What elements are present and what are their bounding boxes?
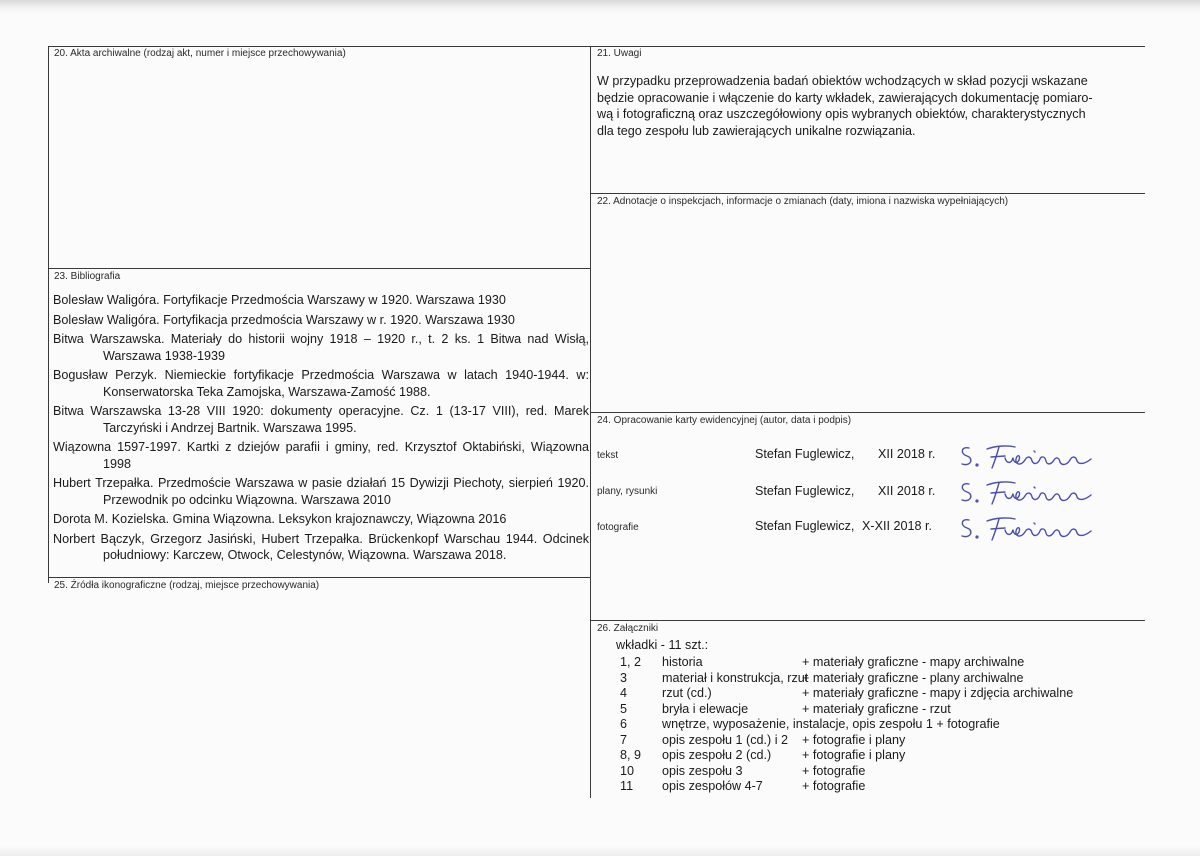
attachment-number: 6	[620, 717, 628, 731]
attachment-extra: + fotografie	[802, 763, 866, 778]
attachment-number: 7	[620, 732, 628, 747]
attachment-row	[620, 655, 1140, 671]
card-row-date: X-XII 2018 r.	[862, 519, 933, 533]
bibliography-entry: Bogusław Perzyk. Niemieckie fortyfikacje Przedmościa Warszawa w latach 1940-1944. w: Konserwatorska Teka Zamojska, Warszawa-Zamość 1988.	[53, 368, 589, 399]
bibliography-entry: Norbert Bączyk, Grzegorz Jasiński, Hubert Trzepałka. Brückenkopf Warschau 1944. Odcinek południowy: Karczew, Otwock, Celestynów, Wiązowna. Warszawa 2018.	[53, 531, 589, 562]
attachment-number: 1, 2	[620, 655, 642, 669]
card-row-label-text: tekst	[597, 450, 619, 461]
remarks-line: wą i fotograficzną oraz uszczegółowiony opis wybranych obiektów, charakterystycznych	[597, 107, 1086, 121]
section-20-label: 20. Akta archiwalne (rodzaj akt, numer i miejsce przechowywania)	[54, 48, 346, 59]
remarks-line: W przypadku przeprowadzenia badań obiektów wchodzących w skład pozycji wskazane	[597, 74, 1088, 88]
attachments-list	[620, 655, 1140, 795]
attachment-description: wnętrze, wyposażenie, instalacje, opis zespołu 1 + fotografie	[662, 717, 1000, 731]
signature-image	[955, 440, 1105, 472]
attachment-extra: + materiały graficzne - mapy archiwalne	[802, 655, 1025, 669]
card-row-date: XII 2018 r.	[878, 447, 936, 461]
attachment-row	[620, 748, 1140, 764]
rule-24-26	[591, 620, 1145, 621]
section-26-label: 26. Załączniki	[597, 623, 659, 634]
rule-left-vertical	[48, 46, 49, 583]
attachment-extra: + fotografie i plany	[802, 732, 906, 747]
card-row-author: Stefan Fuglewicz,	[755, 484, 855, 498]
section-23-label: 23. Bibliografia	[54, 271, 121, 282]
bibliography-entry: Dorota M. Kozielska. Gmina Wiązowna. Leksykon krajoznawczy, Wiązowna 2016	[53, 512, 507, 526]
bibliography-entry: Bitwa Warszawska. Materiały do historii wojny 1918 – 1920 r., t. 2 ks. 1 Bitwa nad Wisłą, Warszawa 1938-1939	[53, 332, 589, 363]
card-row-author: Stefan Fuglewicz,	[755, 447, 855, 461]
attachment-row	[620, 671, 1140, 687]
card-row-label-drawings: plany, rysunki	[597, 486, 658, 497]
attachment-extra: + materiały graficzne - mapy i zdjęcia archiwalne	[802, 686, 1074, 700]
section-22-label: 22. Adnotacje o inspekcjach, informacje o zmianach (daty, imiona i nazwiska wypełniających)	[597, 196, 1009, 207]
scan-edge-top	[0, 0, 1200, 14]
attachment-number: 4	[620, 686, 628, 700]
section-24-label: 24. Opracowanie karty ewidencyjnej (autor, data i podpis)	[597, 415, 852, 426]
card-row-date: XII 2018 r.	[878, 484, 936, 498]
attachment-description: bryła i elewacje	[662, 701, 749, 716]
attachment-row	[620, 733, 1140, 749]
attachment-row	[620, 764, 1140, 780]
attachment-description: opis zespołu 2 (cd.)	[662, 748, 772, 762]
attachment-extra: + materiały graficzne - rzut	[802, 701, 951, 716]
attachment-description: opis zespołu 3	[662, 763, 743, 778]
remarks-text	[597, 73, 1157, 139]
attachment-row	[620, 702, 1140, 718]
attachment-number: 11	[620, 779, 634, 793]
attachment-description: historia	[662, 655, 703, 669]
remarks-line: dla tego zespołu lub zawierających unikalne rozwiązania.	[597, 123, 916, 138]
attachment-number: 8, 9	[620, 748, 642, 762]
rule-23-25	[48, 577, 591, 578]
bibliography-list	[53, 292, 589, 567]
card-row-author: Stefan Fuglewicz,	[755, 519, 855, 533]
section-25-label: 25. Źródła ikonograficzne (rodzaj, miejsce przechowywania)	[54, 580, 320, 591]
section-21-label: 21. Uwagi	[597, 48, 642, 59]
signature-image	[955, 512, 1105, 544]
attachment-description: opis zespołu 1 (cd.) i 2	[662, 732, 788, 747]
attachment-number: 3	[620, 670, 628, 685]
bibliography-entry: Bolesław Waligóra. Fortyfikacja przedmościa Warszawy w r. 1920. Warszawa 1930	[53, 312, 515, 327]
attachment-row	[620, 686, 1140, 702]
bibliography-entry: Bolesław Waligóra. Fortyfikacje Przedmościa Warszawy w 1920. Warszawa 1930	[53, 293, 506, 307]
attachment-extra: + fotografie i plany	[802, 748, 906, 762]
rule-top-left	[48, 46, 591, 47]
signature-image	[955, 476, 1105, 508]
card-row-label-photos: fotografie	[597, 522, 639, 533]
attachment-description: materiał i konstrukcja, rzut	[662, 670, 809, 685]
attachment-number: 5	[620, 701, 628, 716]
rule-22-24	[591, 412, 1145, 413]
bibliography-entry: Wiązowna 1597-1997. Kartki z dziejów parafii i gminy, red. Krzysztof Oktabiński, Wiązowna 1998	[53, 440, 589, 471]
bibliography-entry: Hubert Trzepałka. Przedmoście Warszawa w pasie działań 15 Dywizji Piechoty, sierpień 1920. Przewodnik po odcinku Wiązowna. Warszawa 2010	[53, 476, 589, 507]
scan-edge-bottom	[0, 846, 1200, 856]
attachments-intro: wkładki - 11 szt.:	[616, 638, 709, 652]
rule-middle-vertical	[590, 46, 591, 798]
remarks-line: będzie opracowanie i włączenie do karty wkładek, zawierających dokumentację pomiaro-	[597, 90, 1093, 105]
rule-20-23	[48, 268, 591, 269]
attachment-number: 10	[620, 763, 635, 778]
attachment-description: opis zespołów 4-7	[662, 779, 763, 793]
rule-21-22	[591, 193, 1145, 194]
attachment-row	[620, 717, 1140, 733]
bibliography-entry: Bitwa Warszawska 13-28 VIII 1920: dokumenty operacyjne. Cz. 1 (13-17 VIII), red. Marek Tarczyński i Andrzej Bartnik. Warszawa 1995.	[53, 404, 589, 435]
rule-top-right	[591, 46, 1145, 47]
attachment-extra: + materiały graficzne - plany archiwalne	[802, 670, 1024, 685]
attachment-description: rzut (cd.)	[662, 686, 712, 700]
attachment-extra: + fotografie	[802, 779, 866, 793]
attachment-row	[620, 779, 1140, 795]
